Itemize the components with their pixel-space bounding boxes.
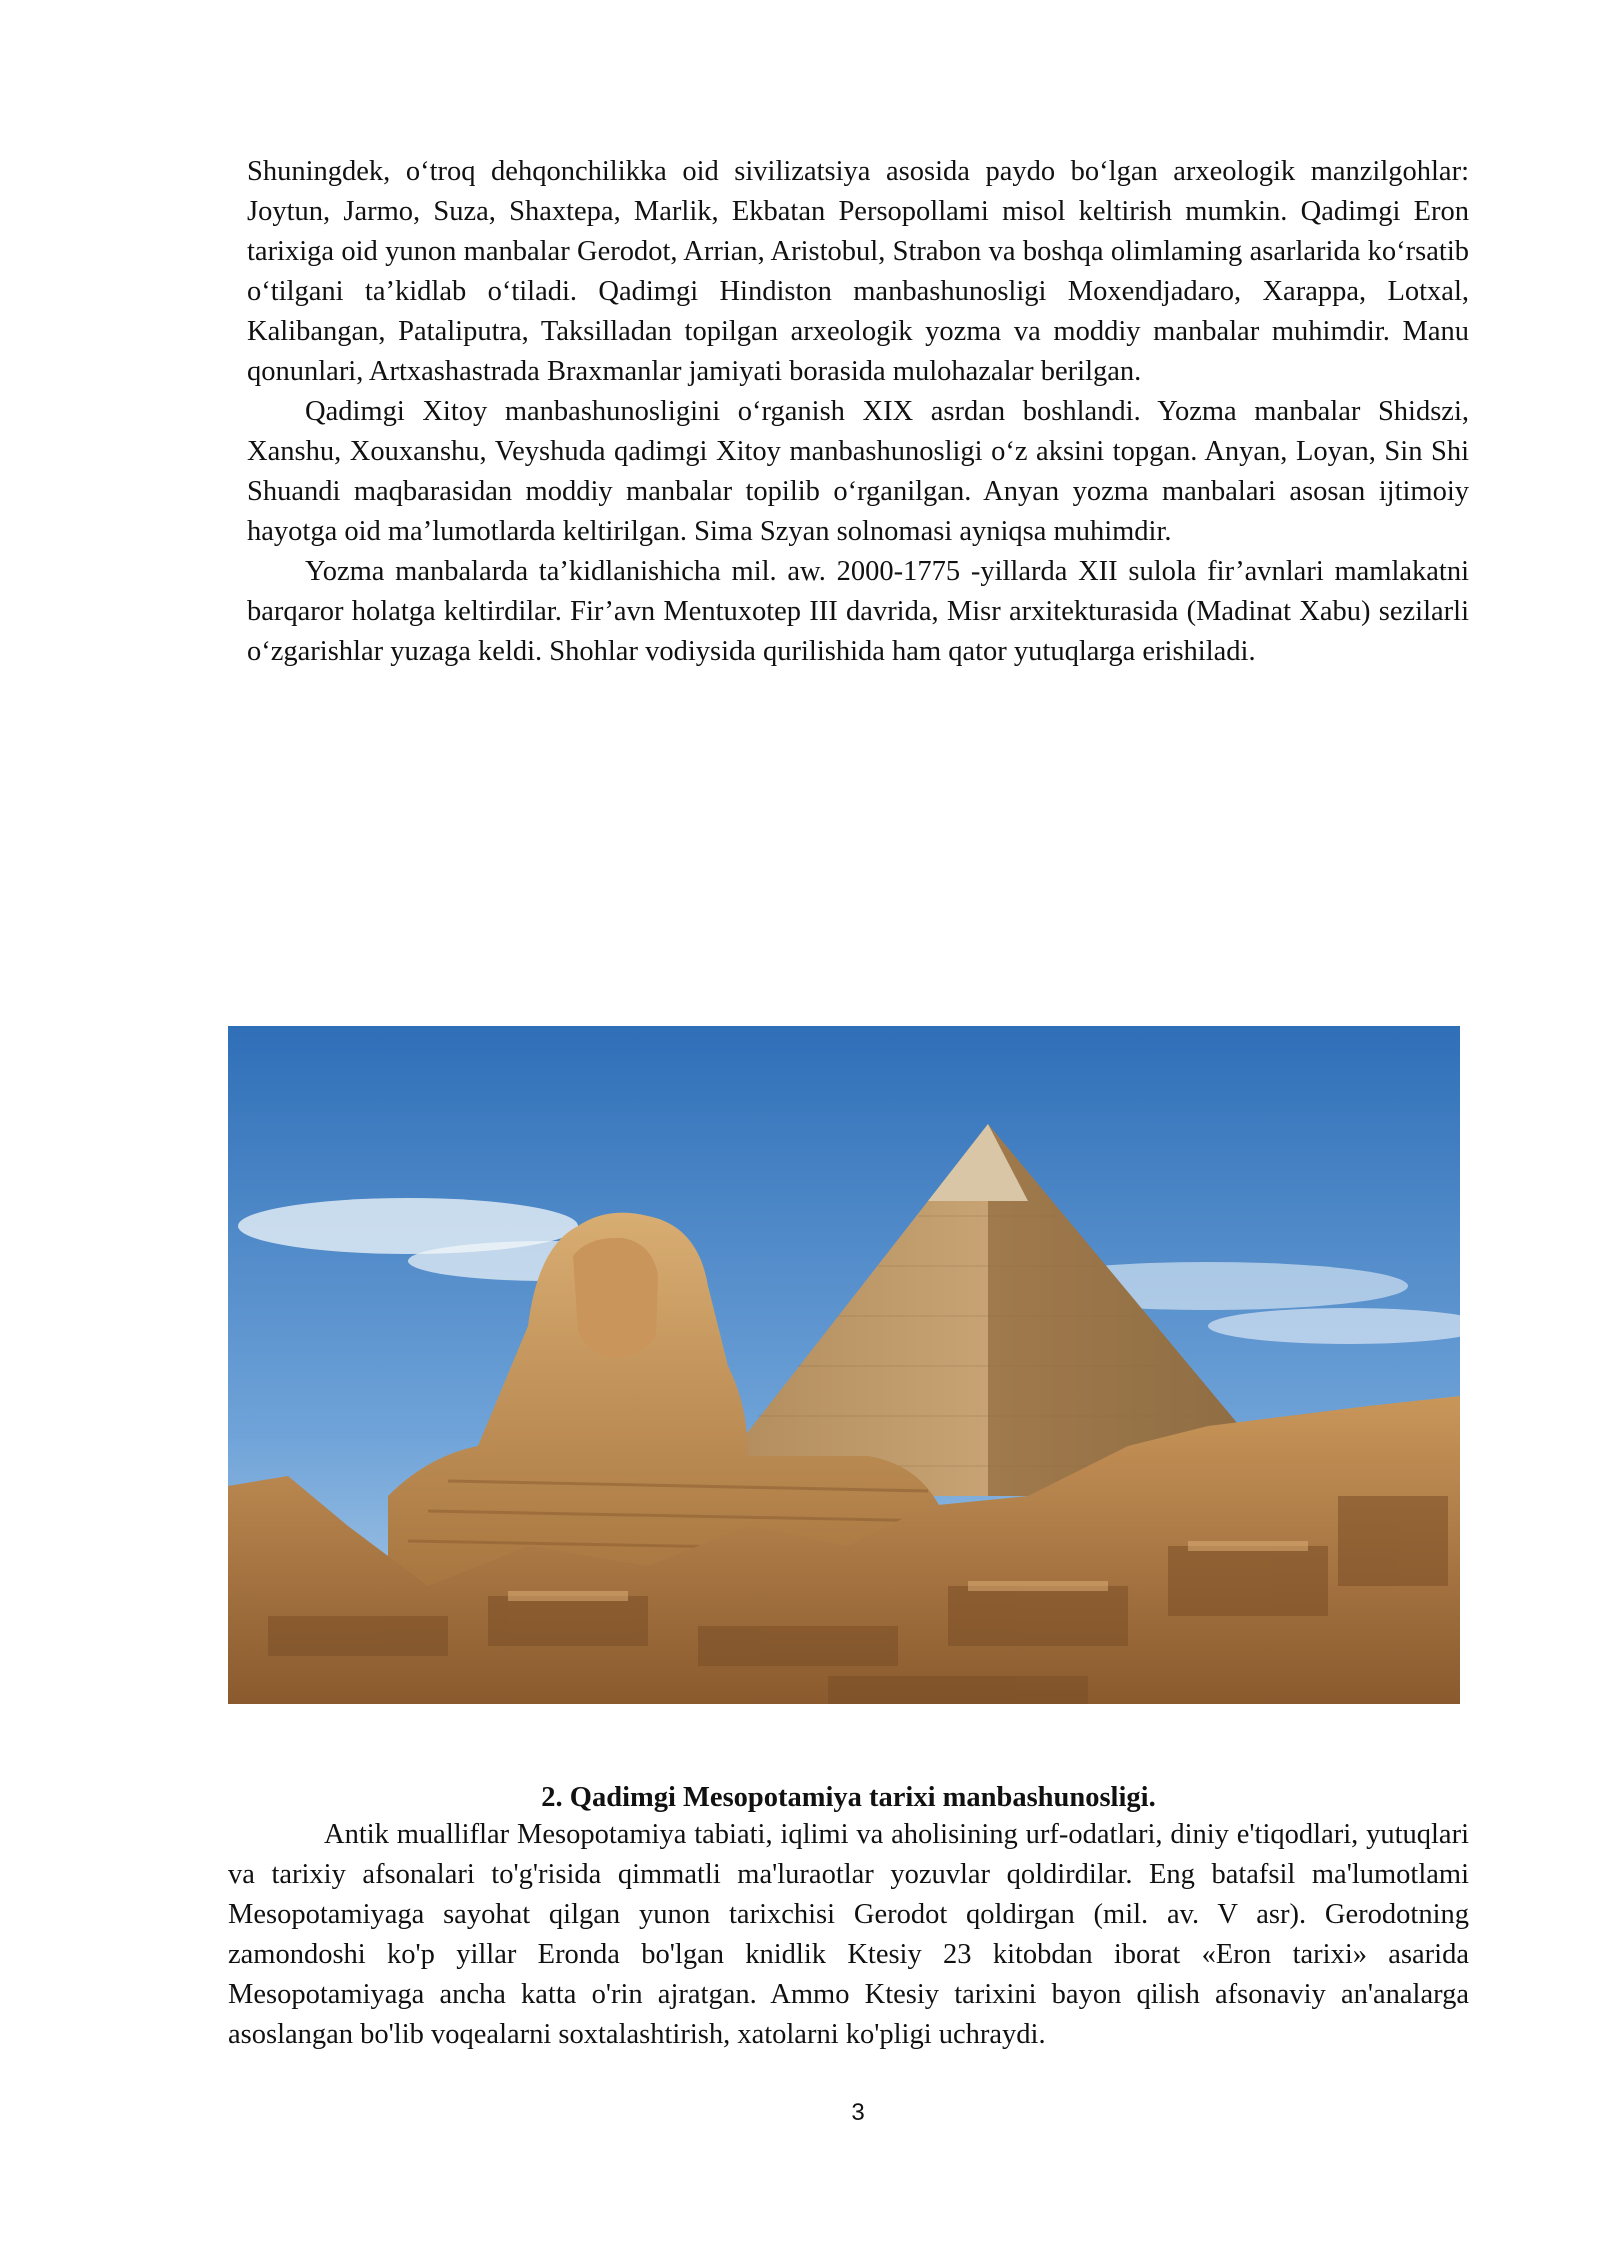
section-heading: 2. Qadimgi Mesopotamiya tarixi manbashunosligi. bbox=[541, 1782, 1156, 1813]
paragraph-3: Yozma manbalarda ta’kidlanishicha mil. aw. 2000-1775 -yillarda XII sulola fir’avnlari mamlakatni barqaror holatga keltirdilar. Fir’avn Mentuxotep III davrida, Misr arxitekturasida (Madinat Xabu) sezilarli o‘zgarishlar yuzaga keldi. Shohlar vodiysida qurilishida ham qator yutuqlarga erishiladi. bbox=[247, 556, 1469, 667]
paragraph-4: Antik mualliflar Mesopotamiya tabiati, iqlimi va aholisining urf-odatlari, diniy e'tiqodlari, yutuqlari va tarixiy afsonalari to'g'risida qimmatli ma'luraotlar yozuvlar qoldirdilar. Eng batafsil ma'lumotlami Mesopotamiyaga sayohat qilgan yunon tarixchisi Gerodot qoldirgan (mil. av. V asr). Gerodotning zamondoshi ko'p yillar Eronda bo'lgan knidlik Ktesiy 23 kitobdan iborat «Eron tarixi» asarida Mesopotamiyaga ancha katta o'rin ajratgan. Ammo Ktesiy tarixini bayon qilish afsonaviy an'analarga asoslangan bo'lib voqealarni soxtalashtirish, xatolarni ko'pligi uchraydi. bbox=[228, 1819, 1469, 2050]
sphinx-face bbox=[573, 1238, 658, 1358]
text-section-2 bbox=[228, 1815, 1469, 2055]
paragraph-2: Qadimgi Xitoy manbashunosligini o‘rganish XIX asrdan boshlandi. Yozma manbalar Shidszi, Xanshu, Xouxanshu, Veyshuda qadimgi Xitoy manbashunosligi o‘z aksini topgan. Anyan, Loyan, Sin Shi Shuandi maqbarasidan moddiy manbalar topilib o‘rganilgan. Anyan yozma manbalari asosan ijtimoiy hayotga oid ma’lumotlarda keltirilgan. Sima Szyan solnomasi ayniqsa muhimdir. bbox=[247, 396, 1469, 547]
sphinx-pyramid-photo bbox=[228, 1026, 1460, 1704]
photo-illustration bbox=[228, 1026, 1460, 1704]
text-section-1 bbox=[247, 152, 1469, 672]
paragraph-1: Shuningdek, o‘troq dehqonchilikka oid sivilizatsiya asosida paydo bo‘lgan arxeologik manzilgohlar: Joytun, Jarmo, Suza, Shaxtepa, Marlik, Ekbatan Persopollami misol keltirish mumkin. Qadimgi Eron tarixiga oid yunon manbalar Gerodot, Arrian, Aristobul, Strabon va boshqa olimlaming asarlarida ko‘rsatib o‘tilgani ta’kidlab o‘tiladi. Qadimgi Hindiston manbashunosligi Moxendjadaro, Xarappa, Lotxal, Kalibangan, Pataliputra, Taksilladan topilgan arxeologik yozma va moddiy manbalar muhimdir. Manu qonunlari, Artxashastrada Braxmanlar jamiyati borasida mulohazalar berilgan. bbox=[247, 156, 1469, 387]
page-number: 3 bbox=[851, 2099, 865, 2126]
